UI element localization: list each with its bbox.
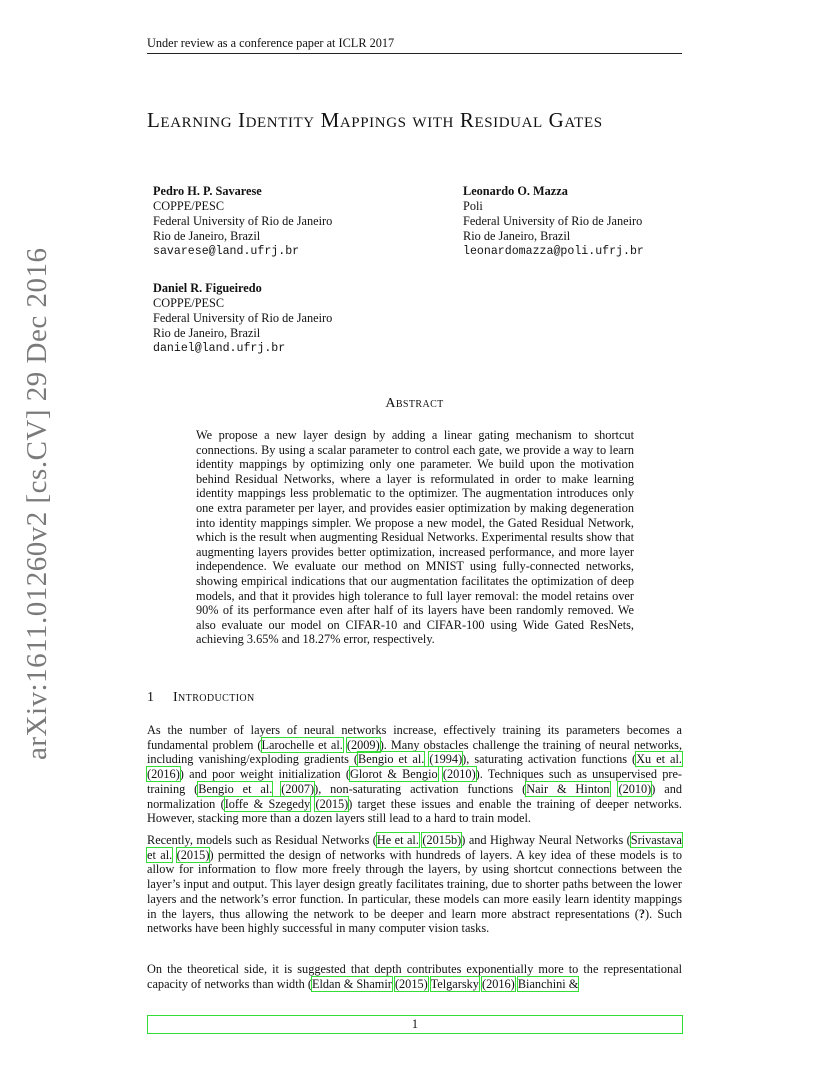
citation-link[interactable]: Eldan & Shamir: [311, 976, 392, 991]
author-affiliation: COPPE/PESC: [153, 199, 225, 213]
citation-link[interactable]: (2007): [281, 781, 315, 796]
citation-link[interactable]: (2015b): [422, 833, 462, 847]
author-name: Daniel R. Figueiredo: [153, 281, 262, 295]
missing-citation: ?: [638, 906, 646, 921]
author-affiliation: Rio de Janeiro, Brazil: [153, 326, 261, 340]
citation-link[interactable]: Bengio et al.: [358, 752, 425, 767]
citation-link[interactable]: (1994): [429, 752, 463, 767]
author-email[interactable]: daniel@land.ufrj.br: [153, 342, 286, 355]
author-name: Leonardo O. Mazza: [463, 184, 568, 198]
citation-link[interactable]: Bianchini &: [517, 976, 579, 991]
author-name: Pedro H. P. Savarese: [153, 184, 262, 198]
author-affiliation: Poli: [463, 199, 483, 213]
citation-link[interactable]: (2016): [147, 767, 180, 782]
page-number-link[interactable]: 1: [147, 1015, 683, 1034]
arxiv-stamp: arXiv:1611.01260v2 [cs.CV] 29 Dec 2016: [21, 247, 53, 760]
paragraph: As the number of layers of neural networks increase, effectively training its parameters becomes a fundamental problem (Larochelle et al. (2009)). Many obstacles challenge the training of neural networks, including vanishing/exploding gradients (Bengio et al. (1994)), saturating activation functions (Xu et al. (2016)) and poor weight initialization (Glorot & Bengio (2010)). Techniques such as unsupervised pre-training (Bengio et al. (2007)), non-saturating activation functions (Nair & Hinton (2010)) and normalization (Ioffe & Szegedy (2015)) target these issues and enable the training of deeper networks. However, stacking more than a dozen layers still lead to a hard to train model.: [147, 723, 683, 826]
author-block: [153, 184, 332, 259]
citation-link[interactable]: (2015): [394, 976, 428, 991]
citation-link[interactable]: Telgarsky: [430, 976, 479, 991]
citation-link[interactable]: (2010): [442, 767, 476, 782]
paper-title: Learning Identity Mappings with Residual Gates: [147, 108, 603, 132]
citation-link[interactable]: (2009): [346, 737, 380, 752]
citation-link[interactable]: He et al.: [376, 833, 419, 847]
section-title: Introduction: [173, 690, 255, 705]
paragraph: Recently, models such as Residual Networks (He et al. (2015b)) and Highway Neural Networks (Srivastava et al. (2015)) permitted the design of networks with hundreds of layers. A key idea of these models is to allow for information to flow more freely through the layers, by using shortcut connections between the layer’s input and output. This layer design greatly facilitates training, due to shorter paths between the lower layers and the network’s error function. In particular, these models can more easily learn identity mappings in the layers, thus allowing the network to be deeper and learn more abstract representations (?). Such networks have been highly successful in many computer vision tasks.: [147, 833, 683, 936]
paragraph: On the theoretical side, it is suggested that depth contributes exponentially more to the representational capacity of networks than width (Eldan & Shamir (2015) Telgarsky (2016) Bianchini &: [147, 962, 682, 991]
citation-link[interactable]: (2015): [176, 847, 210, 862]
citation-link[interactable]: Larochelle et al.: [261, 737, 343, 752]
citation-link[interactable]: Bengio et al.: [198, 781, 273, 796]
citation-link[interactable]: Srivastava et al.: [147, 833, 682, 862]
author-affiliation: Federal University of Rio de Janeiro: [153, 311, 333, 325]
abstract-heading: Abstract: [385, 396, 444, 411]
citation-link[interactable]: Glorot & Bengio: [350, 767, 438, 782]
author-affiliation: Rio de Janeiro, Brazil: [153, 229, 261, 243]
section-heading: [147, 690, 682, 706]
author-affiliation: COPPE/PESC: [153, 296, 225, 310]
abstract-text: We propose a new layer design by adding a linear gating mechanism to shortcut connections. By using a scalar parameter to control each gate, we provide a way to learn identity mappings by optimizing only one parameter. We build upon the motivation behind Residual Networks, where a layer is reformulated in order to make learning identity mappings less problematic to the optimizer. The augmentation introduces only one extra parameter per layer, and provides easier optimization by making degeneration into identity mappings simpler. We propose a new model, the Gated Residual Network, which is the result when augmenting Residual Networks. Experimental results show that augmenting layers provides better optimization, increased performance, and more layer independence. We evaluate our method on MNIST using fully-connected networks, showing empirical indications that our augmentation facilitates the optimization of deep models, and that it provides high tolerance to full layer removal: the model retains over 90% of its performance even after half of its layers have been randomly removed. We also evaluate our model on CIFAR-10 and CIFAR-100 using Wide Gated ResNets, achieving 3.65% and 18.27% error, respectively.: [196, 428, 634, 647]
author-block: [153, 281, 332, 356]
citation-link[interactable]: (2016): [481, 976, 515, 991]
citation-link[interactable]: Nair & Hinton: [526, 781, 610, 796]
citation-link[interactable]: (2015): [315, 796, 349, 811]
author-block: [463, 184, 644, 259]
author-affiliation: Federal University of Rio de Janeiro: [463, 214, 643, 228]
section-number: 1: [147, 690, 155, 705]
running-header: Under review as a conference paper at ICLR 2017: [147, 36, 682, 54]
citation-link[interactable]: Xu et al.: [636, 752, 682, 767]
author-affiliation: Rio de Janeiro, Brazil: [463, 229, 571, 243]
citation-link[interactable]: (2010): [618, 781, 652, 796]
author-email[interactable]: savarese@land.ufrj.br: [153, 245, 300, 258]
citation-link[interactable]: Ioffe & Szegedy: [224, 796, 311, 811]
author-email[interactable]: leonardomazza@poli.ufrj.br: [463, 245, 644, 258]
author-affiliation: Federal University of Rio de Janeiro: [153, 214, 333, 228]
